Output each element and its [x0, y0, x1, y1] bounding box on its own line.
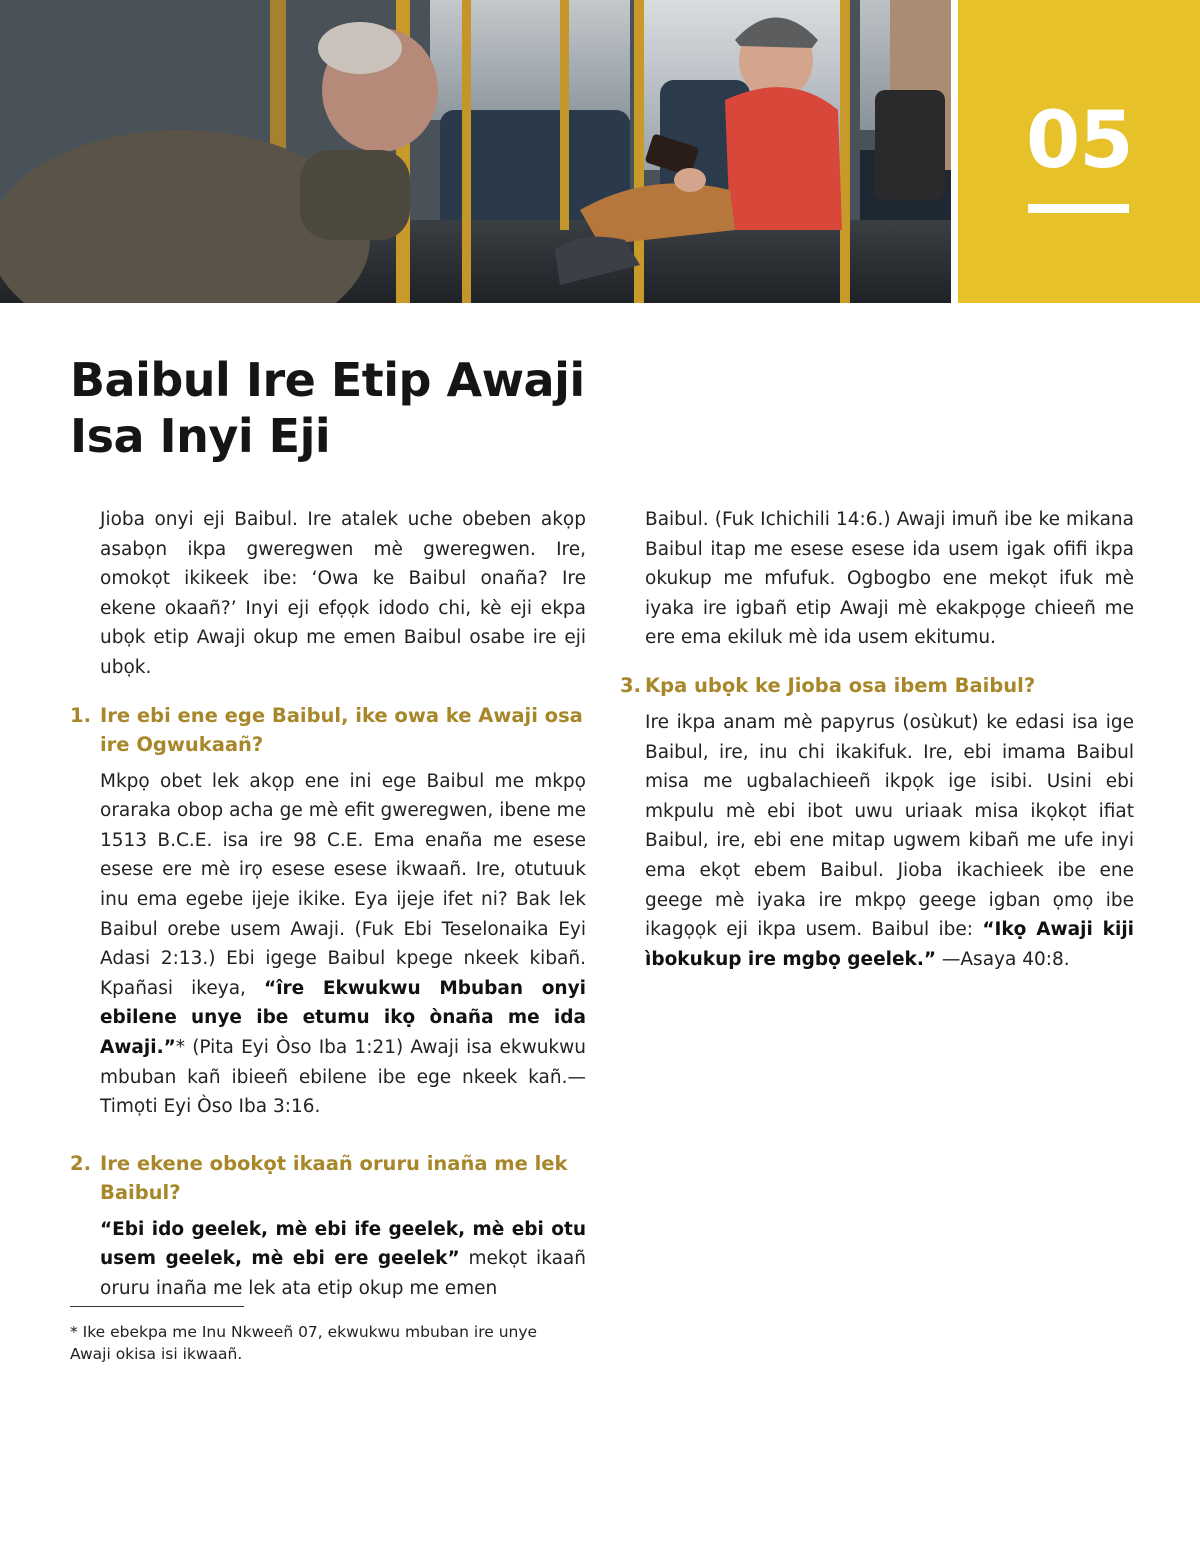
chapter-number-panel — [958, 0, 1200, 303]
answer-3-text-b: —Asaya 40:8. — [936, 948, 1070, 970]
question-3-number: 3. — [620, 673, 641, 697]
header-photo — [0, 0, 951, 303]
answer-1-quote: “îre Ekwukwu Mbuban onyi ebilene unye ibe etumu ikọ ònaña me ida Awaji.” — [100, 977, 586, 1058]
answer-1-text-a: Mkpọ obet lek akọp ene ini ege Baibul me mkpọ oraraka obop acha ge mè efit gweregwen, ibene me 1513 B.C.E. isa ire 98 C.E. Ema enaña me esese esese ere mè irọ esese esese ikwaañ. Ire, otutuuk inu ema egebe ijeje ikike. Eya ijeje ifet ni? Bak lek Baibul orebe usem Awaji. (Fuk Ebi Teselonaika Eyi Adasi 2:13.) Ebi igege Baibul kpege nkeek kibañ. Kpañasi ikeya, — [100, 770, 586, 999]
question-2-answer-continued: Baibul. (Fuk Ichichili 14:6.) Awaji imuñ ibe ke mikana Baibul itap me esese esese ida usem igak ofifi ikpa okukup me mfufuk. Ogbogbo ene mekọt ifuk mè iyaka ire igbañ etip Awaji mè ekakpọge chieeñ me ere ema ekiluk mè ida usem ekitumu. — [645, 509, 1134, 649]
answer-3-text-a: Ire ikpa anam mè papyrus (osùkut) ke edasi isa ige Baibul, ire, inu chi ikakifuk. Ire, ebi imama Baibul misa me ugbalachieeñ ikpọk ige isibi. Usini ebi mkpulu mè ebi ibot uwu uriaak misa ikọkọt ifiat Baibul, ire, ebi ene mitap ugwem kibañ me ufe inyi ema ekọt ebem Baibul. Jioba ikachieek ibe ene geege mè iyaka ire mkpọ geege igban ọmọ ibe ikagọọk eji ikpa usem. Baibul ibe: — [645, 711, 1134, 941]
question-1-heading — [70, 701, 586, 759]
answer-2-quote: “Ebi ido geelek, mè ebi ife geelek, mè ebi otu usem geelek, mè ebi ere geelek” — [100, 1218, 586, 1270]
left-column — [70, 505, 586, 1303]
answer-2-text-a: mekọt ikaañ oruru inaña me lek ata etip okup me emen — [100, 1248, 586, 1299]
answer-3-quote: “Ikọ Awaji kiji ìbokukup ire mgbọ geelek.” — [645, 919, 1134, 970]
question-2-text: Ire ekene obokọt ikaañ oruru inaña me lek Baibul? — [100, 1151, 568, 1204]
question-3-heading — [620, 671, 1134, 700]
page-title-line-1: Baibul Ire Etip Awaji — [70, 353, 585, 407]
question-3-text: Kpa ubọk ke Jioba osa ibem Baibul? — [645, 673, 1036, 697]
question-2-heading — [70, 1149, 586, 1207]
question-1-number: 1. — [70, 703, 91, 727]
question-2-answer — [100, 1215, 586, 1304]
right-column — [620, 505, 1134, 974]
question-3-answer — [645, 708, 1134, 974]
question-1-answer — [100, 767, 586, 1122]
footnote: * Ike ebekpa me Inu Nkweeñ 07, ekwukwu mbuban ire unye Awaji okisa isi ikwaañ. — [70, 1323, 538, 1363]
page-title — [70, 352, 690, 464]
question-1-text: Ire ebi ene ege Baibul, ike owa ke Awaji osa ire Ogwukaañ? — [100, 703, 583, 756]
chapter-number: 05 — [1026, 96, 1133, 186]
footnote-divider — [70, 1306, 244, 1307]
intro-paragraph: Jioba onyi eji Baibul. Ire atalek uche obeben akọp asabọn ikpa gweregwen mè gweregwen. Ire, omokọt ikikeek ibe: ‘Owa ke Baibul onaña? Ire ekene okaañ?’ Inyi eji efọọk idodo chi, kè eji ekpa ubọk etip Awaji okup me emen Baibul osabe ire eji ubọk. — [100, 509, 586, 678]
answer-1-text-b: * (Pita Eyi Òso Iba 1:21) Awaji isa ekwukwu mbuban kañ ibieeñ ebilene ibe ege nkeek kañ.—Timọti Eyi Òso Iba 3:16. — [100, 1036, 586, 1118]
page-title-line-2: Isa Inyi Eji — [70, 409, 331, 463]
question-2-number: 2. — [70, 1151, 91, 1175]
chapter-number-underline — [1028, 204, 1129, 213]
bus-interior-image — [0, 0, 951, 303]
